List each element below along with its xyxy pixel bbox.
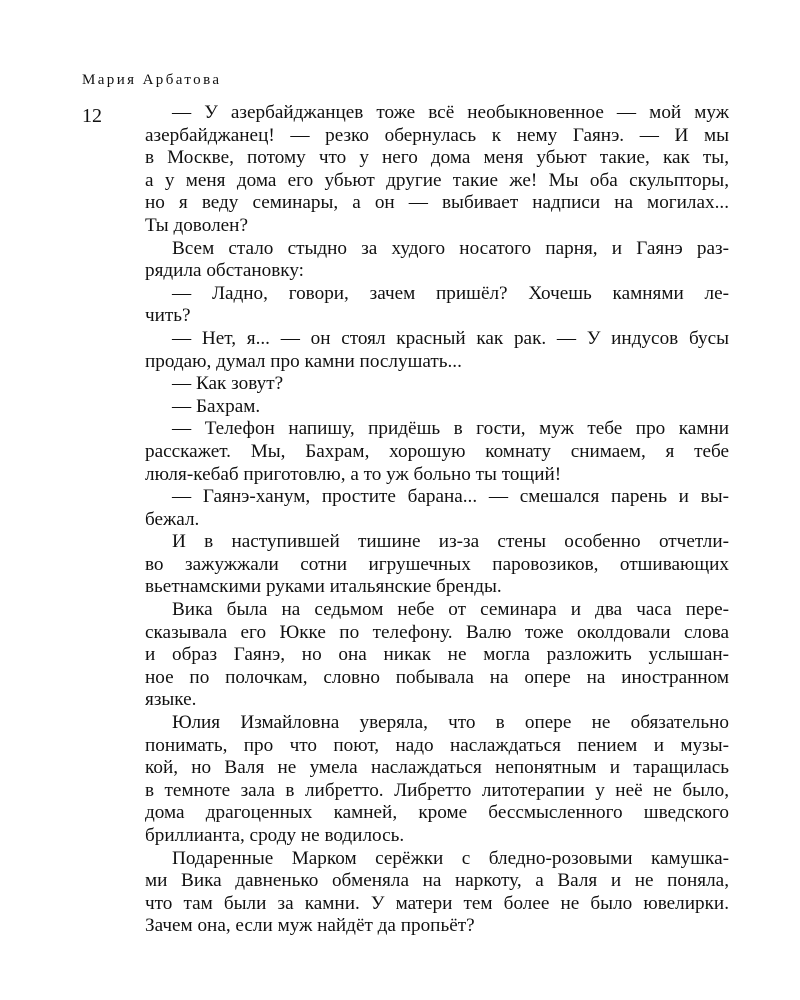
text-line: люля-кебаб приготовлю, а то уж больно ты тощий! bbox=[145, 463, 562, 485]
text-line: но я веду семинары, а он — выбивает надписи на могилах... bbox=[145, 192, 729, 214]
text-line: — Гаянэ-ханум, простите барана... — смешался парень и вы- bbox=[172, 486, 729, 508]
text-line: в темноте зала в либретто. Либретто литотерапии у неё не было, bbox=[145, 779, 729, 801]
text-line: — Как зовут? bbox=[172, 373, 284, 395]
text-line: Юлия Измайловна уверяла, что в опере не обязательно bbox=[172, 712, 729, 734]
text-line: продаю, думал про камни послушать... bbox=[145, 350, 462, 372]
text-line: И в наступившей тишине из-за стены особенно отчетли- bbox=[172, 531, 729, 553]
text-line: Вика была на седьмом небе от семинара и два часа пере- bbox=[172, 599, 729, 621]
text-line: бриллианта, сроду не водилось. bbox=[145, 825, 405, 846]
text-line: Зачем она, если муж найдёт да пропьёт? bbox=[145, 915, 475, 937]
text-line: — Нет, я... — он стоял красный как рак. — У индусов бусы bbox=[172, 327, 729, 349]
text-line: и образ Гаянэ, но она никак не могла разложить услышан- bbox=[145, 644, 729, 666]
text-line: вьетнамскими руками итальянские бренды. bbox=[145, 576, 502, 598]
text-line: рядила обстановку: bbox=[145, 260, 304, 282]
text-line: — Телефон напишу, придёшь в гости, муж тебе про камни bbox=[172, 418, 729, 440]
text-line: сказывала его Юкке по телефону. Валю тоже околдовали слова bbox=[145, 621, 729, 643]
text-line: а у меня дома его убьют другие такие же! Мы оба скульпторы, bbox=[145, 169, 729, 191]
text-line: ми Вика давненько обменяла на наркоту, а Валя и не поняла, bbox=[145, 870, 729, 892]
text-line: Всем стало стыдно за худого носатого парня, и Гаянэ раз- bbox=[172, 237, 729, 259]
text-line: бежал. bbox=[145, 508, 200, 530]
text-line: — Бахрам. bbox=[172, 395, 261, 417]
text-line: во зажужжали сотни игрушечных паровозиков, отшивающих bbox=[145, 553, 729, 575]
text-line: ное по полочкам, словно побывала на опере на иностранном bbox=[145, 666, 729, 688]
text-line: в Москве, потому что у него дома меня убьют такие, как ты, bbox=[145, 147, 729, 169]
text-line: Подаренные Марком серёжки с бледно-розовыми камушка- bbox=[172, 847, 729, 869]
text-line: — Ладно, говори, зачем пришёл? Хочешь камнями ле- bbox=[172, 282, 729, 304]
running-header-author: Мария Арбатова bbox=[82, 72, 222, 88]
page-number: 12 bbox=[82, 105, 102, 127]
text-line: языке. bbox=[145, 689, 197, 711]
text-line: чить? bbox=[145, 305, 191, 327]
text-line: азербайджанец! — резко обернулась к нему Гаянэ. — И мы bbox=[145, 124, 729, 146]
text-line: дома драгоценных камней, кроме бессмысленного шведского bbox=[145, 802, 729, 824]
text-line: понимать, про что поют, надо наслаждаться пением и музы- bbox=[145, 734, 729, 756]
text-line: Ты доволен? bbox=[145, 214, 248, 236]
body-text bbox=[145, 102, 729, 938]
text-line: — У азербайджанцев тоже всё необыкновенное — мой муж bbox=[172, 102, 729, 123]
text-line: расскажет. Мы, Бахрам, хорошую комнату снимаем, я тебе bbox=[145, 440, 729, 462]
text-line: кой, но Валя не умела наслаждаться непонятным и таращилась bbox=[145, 757, 729, 779]
text-line: что там были за камни. У матери тем более не было ювелирки. bbox=[145, 892, 729, 914]
